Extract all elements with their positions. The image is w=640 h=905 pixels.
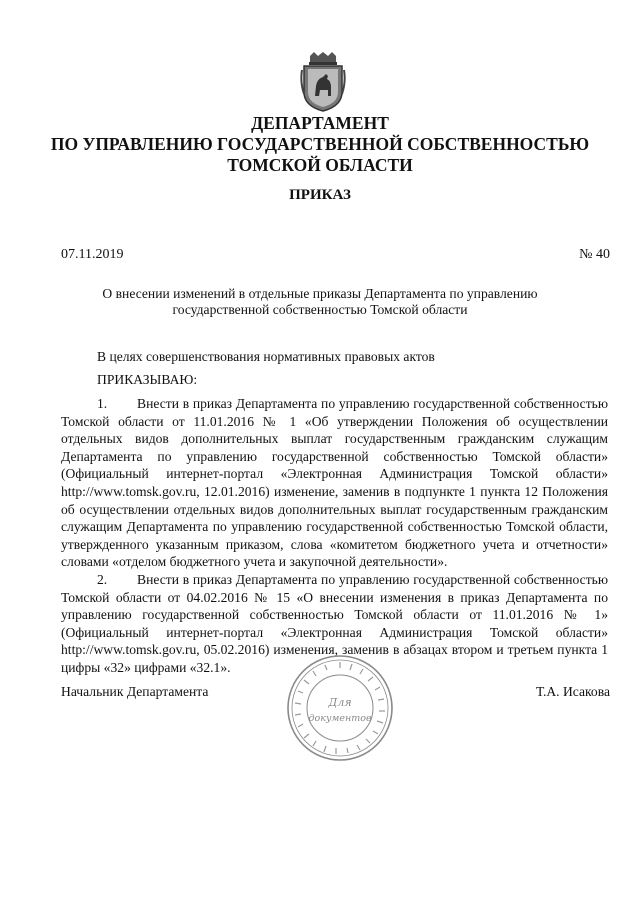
document-body	[61, 395, 608, 677]
orders-word: ПРИКАЗЫВАЮ:	[97, 372, 198, 387]
paragraph-number: 1.	[97, 396, 108, 411]
paragraph-1	[61, 395, 608, 571]
header-department: ДЕПАРТАМЕНТ	[251, 113, 389, 133]
header-region: ТОМСКОЙ ОБЛАСТИ	[227, 155, 413, 175]
subject-line-1: О внесении изменений в отдельные приказы Департамента по управлению	[102, 286, 538, 301]
header-subtitle: ПО УПРАВЛЕНИЮ ГОСУДАРСТВЕННОЙ СОБСТВЕННОСТЬЮ	[50, 134, 590, 154]
seal-text-line-1: Для	[328, 696, 352, 709]
seal-text-line-2: документов	[308, 713, 372, 724]
paragraph-number: 2.	[97, 571, 108, 587]
document-subject	[60, 286, 580, 318]
document-number: № 40	[579, 247, 610, 262]
paragraph-text: Внести в приказ Департамента по управлению государственной собственностью Томской области от 11.01.2016 № 1 «Об утверждении Положения об осуществлении отдельных видов дополнительных выплат государственным гражданским служащим Департамента по управлению государственной собственностью Томской области» (Официальный интернет-портал «Электронная Администрация Томской области» http://www.tomsk.gov.ru, 12.01.2016) изменение, заменив в подпункте 1 пункта 12 Положения об осуществлении отдельных видов дополнительных выплат государственным гражданским служащим Департамента по управлению государственной собственностью Томской области, утвержденного указанным приказом, слова «комитетом бюджетного учета и отчетности» словами «отделом бюджетного учета и закупочной деятельности».	[61, 396, 608, 570]
preamble: В целях совершенствования нормативных правовых актов	[97, 349, 435, 364]
document-date: 07.11.2019	[61, 247, 124, 262]
signer-name: Т.А. Исакова	[536, 684, 610, 699]
coat-of-arms-icon	[300, 52, 346, 112]
paragraph-text: Внести в приказ Департамента по управлению государственной собственностью Томской области от 04.02.2016 № 15 «О внесении изменения в приказ Департамента по управлению государственной собственностью Томской области от 11.01.2016 № 1» (Официальный интернет-портал «Электронная Администрация Томской области» http://www.tomsk.gov.ru, 05.02.2016) изменения, заменив в абзацах втором и третьем пункта 1 цифры «32» цифрами «32.1».	[61, 571, 608, 675]
document-type: ПРИКАЗ	[289, 187, 351, 203]
subject-line-2: государственной собственностью Томской области	[172, 302, 468, 317]
signer-position: Начальник Департамента	[61, 684, 209, 699]
official-seal-icon	[285, 653, 395, 763]
